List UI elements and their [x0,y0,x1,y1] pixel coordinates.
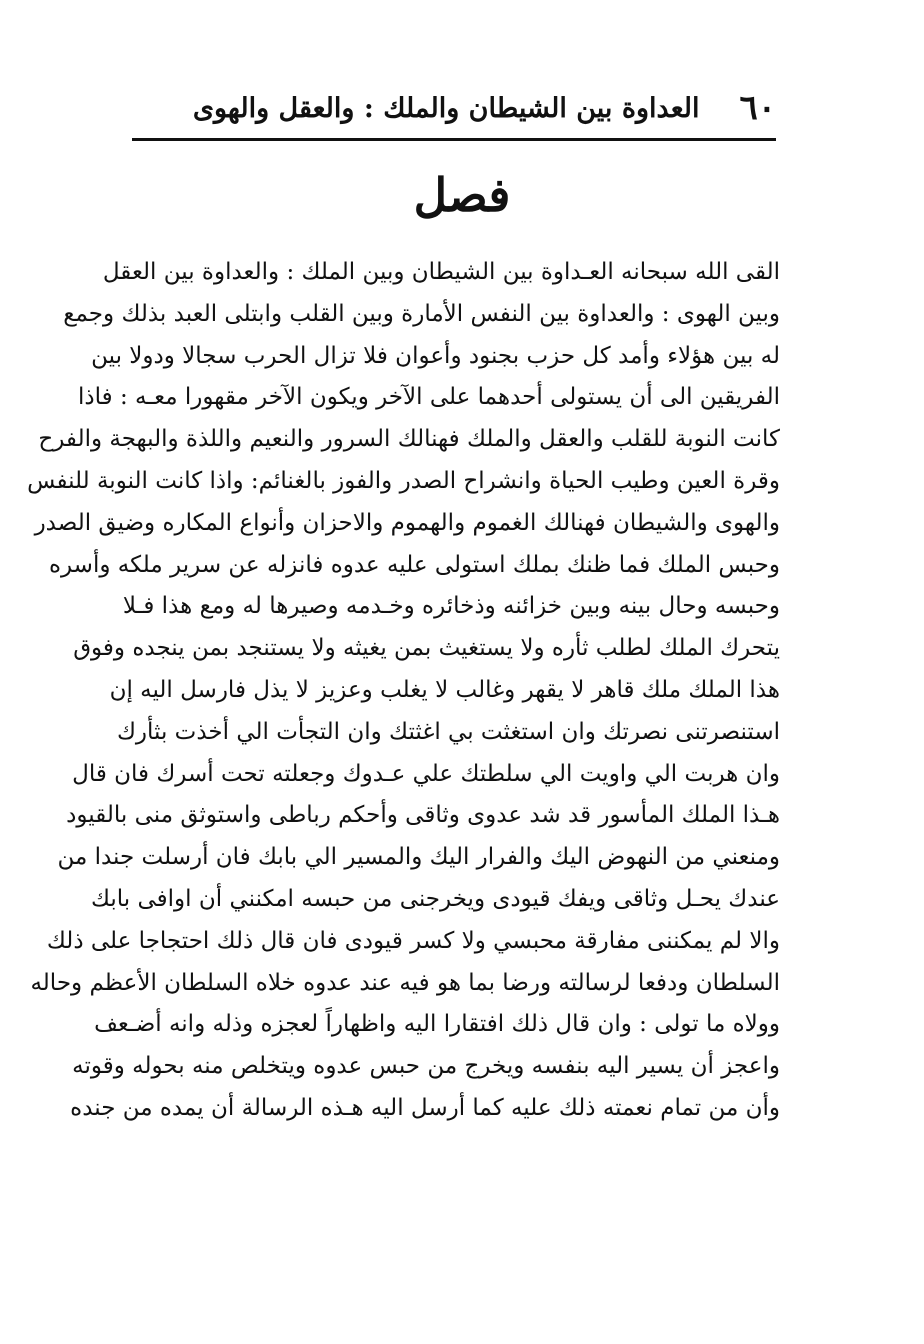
text-line: كانت النوبة للقلب والعقل والملك فهنالك السرور والنعيم واللذة والبهجة والفرح [38,426,780,453]
text-line: السلطان ودفعا لرسالته ورضا بما هو فيه عند عدوه خلاه السلطان الأعظم وحاله [30,969,780,996]
text-line: وأن من تمام نعمته ذلك عليه كما أرسل اليه هـذه الرسالة أن يمده من جنده [70,1094,780,1121]
text-line: وبين الهوى : والعداوة بين النفس الأمارة وبين القلب وابتلى العبد بذلك وجمع [63,300,780,327]
text-line: هذا الملك ملك قاهر لا يقهر وغالب لا يغلب وعزيز لا يذل فارسل اليه إن [109,676,780,703]
text-line: يتحرك الملك لطلب ثأره ولا يستغيث بمن يغيثه ولا يستنجد بمن ينجده وفوق [73,635,780,662]
text-line: ومنعني من النهوض اليك والفرار اليك والمسير الي بابك فان أرسلت جندا من [57,844,780,871]
text-line: وان هربت الي واويت الي سلطتك علي عـدوك وجعلته تحت أسرك فان قال [72,760,780,787]
text-line: واعجز أن يسير اليه بنفسه ويخرج من حبس عدوه ويتخلص منه بحوله وقوته [72,1053,780,1080]
text-line: له بين هؤلاء وأمد كل حزب بجنود وأعوان فلا تزال الحرب سجالا ودولا بين [91,342,780,369]
running-title: العداوة بين الشيطان والملك : والعقل والهوى [192,92,700,124]
body-text [27,252,780,1130]
text-line: استنصرتنى نصرتك وان استغثت بي اغثتك وان التجأت الي أخذت بثأرك [116,718,780,745]
text-line: وحبسه وحال بينه وبين خزائنه وذخائره وخـدمه وصيرها له ومع هذا فـلا [122,593,780,620]
text-line: عندك يحـل وثاقى ويفك قيودى ويخرجنى من حبسه امكنني أن اوافى بابك [91,885,780,912]
text-line: والهوى والشيطان فهنالك الغموم والهموم والاحزان وأنواع المكاره وضيق الصدر [34,509,780,536]
text-line: وقرة العين وطيب الحياة وانشراح الصدر والفوز بالغنائم: واذا كانت النوبة للنفس [27,467,780,494]
page-number: ٦٠ [739,88,776,128]
text-line: والا لم يمكننى مفارقة محبسي ولا كسر قيودى فان قال ذلك احتجاجا على ذلك [46,927,780,954]
text-line: وحبس الملك فما ظنك بملك استولى عليه عدوه فانزله عن سرير ملكه وأسره [48,551,780,578]
page-header [132,82,776,134]
header-rule [132,138,776,141]
section-title: فصل [413,168,511,222]
text-line: القى الله سبحانه العـداوة بين الشيطان وبين الملك : والعداوة بين العقل [102,259,780,285]
text-line: الفريقين الى أن يستولى أحدهما على الآخر ويكون الآخر مقهورا معـه : فاذا [78,384,780,411]
text-line: وولاه ما تولى : وان قال ذلك افتقارا اليه واظهاراً لعجزه وذله وانه أضـعف [94,1011,780,1038]
text-line: هـذا الملك المأسور قد شد عدوى وثاقى وأحكم رباطى واستوثق منى بالقيود [66,802,780,829]
